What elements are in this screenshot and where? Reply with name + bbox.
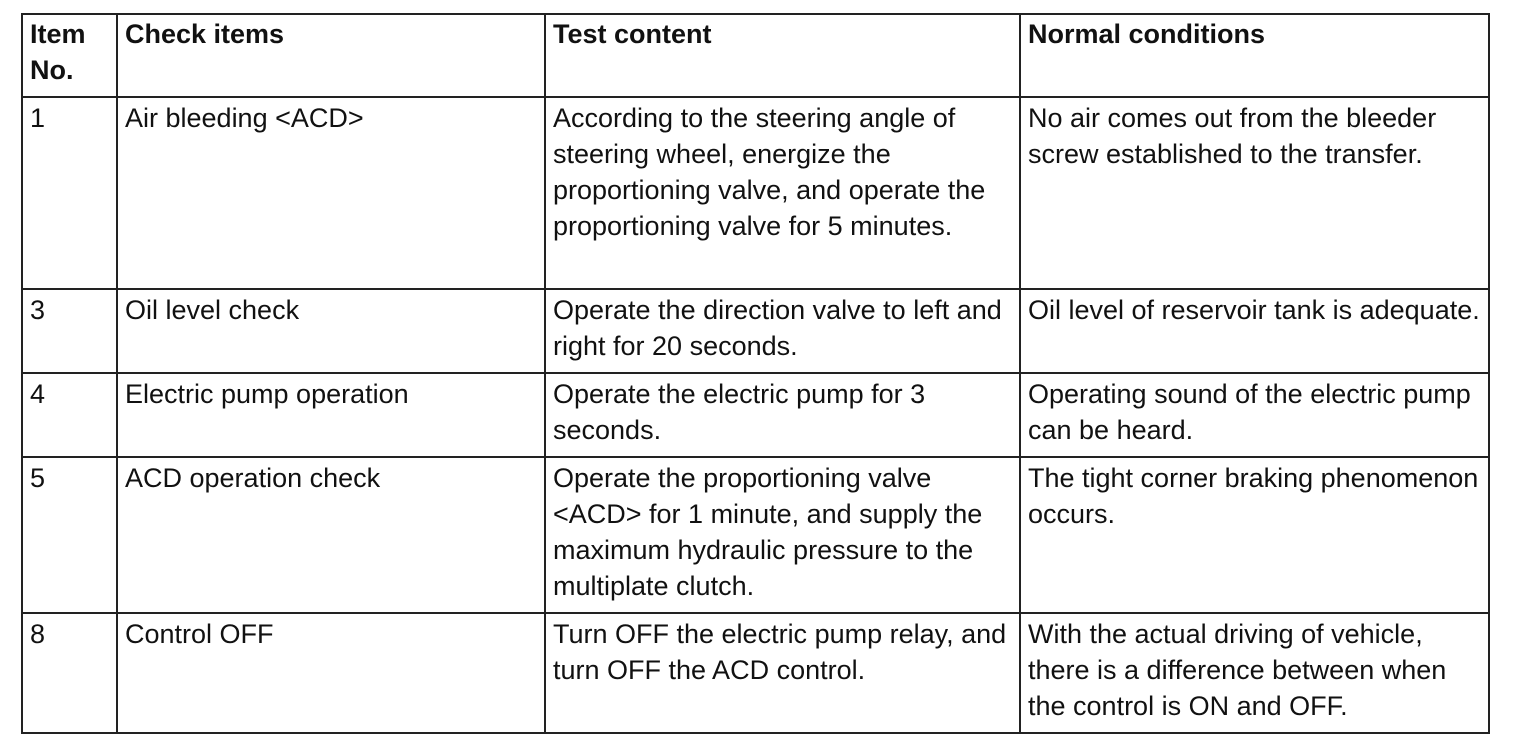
check-items-table xyxy=(21,13,1490,734)
table-row xyxy=(22,373,1489,457)
item-no-cell: 3 xyxy=(22,289,117,373)
test-content-cell: According to the steering angle of steering wheel, energize the proportioning valve, and operate the proportioning valve for 5 minutes. xyxy=(545,97,1020,289)
normal-condition-cell: No air comes out from the bleeder screw established to the transfer. xyxy=(1020,97,1489,289)
table-row xyxy=(22,613,1489,733)
header-normal-conditions: Normal conditions xyxy=(1020,14,1489,97)
normal-condition-cell: Oil level of reservoir tank is adequate. xyxy=(1020,289,1489,373)
item-no-cell: 5 xyxy=(22,457,117,613)
normal-condition-cell: With the actual driving of vehicle, there is a difference between when the control is ON and OFF. xyxy=(1020,613,1489,733)
normal-condition-cell: Operating sound of the electric pump can be heard. xyxy=(1020,373,1489,457)
item-no-cell: 8 xyxy=(22,613,117,733)
check-item-cell: Oil level check xyxy=(117,289,545,373)
test-content-cell: Operate the electric pump for 3 seconds. xyxy=(545,373,1020,457)
header-test-content: Test content xyxy=(545,14,1020,97)
table-row xyxy=(22,289,1489,373)
check-item-cell: Control OFF xyxy=(117,613,545,733)
check-item-cell: Air bleeding <ACD> xyxy=(117,97,545,289)
normal-condition-cell: The tight corner braking phenomenon occurs. xyxy=(1020,457,1489,613)
test-content-cell: Operate the direction valve to left and right for 20 seconds. xyxy=(545,289,1020,373)
test-content-cell: Turn OFF the electric pump relay, and turn OFF the ACD control. xyxy=(545,613,1020,733)
table-row xyxy=(22,457,1489,613)
item-no-cell: 4 xyxy=(22,373,117,457)
item-no-cell: 1 xyxy=(22,97,117,289)
header-item-no: Item No. xyxy=(22,14,117,97)
table-header-row xyxy=(22,14,1489,97)
test-content-cell: Operate the proportioning valve <ACD> for 1 minute, and supply the maximum hydraulic pressure to the multiplate clutch. xyxy=(545,457,1020,613)
check-item-cell: Electric pump operation xyxy=(117,373,545,457)
check-item-cell: ACD operation check xyxy=(117,457,545,613)
header-check-items: Check items xyxy=(117,14,545,97)
table-row xyxy=(22,97,1489,289)
